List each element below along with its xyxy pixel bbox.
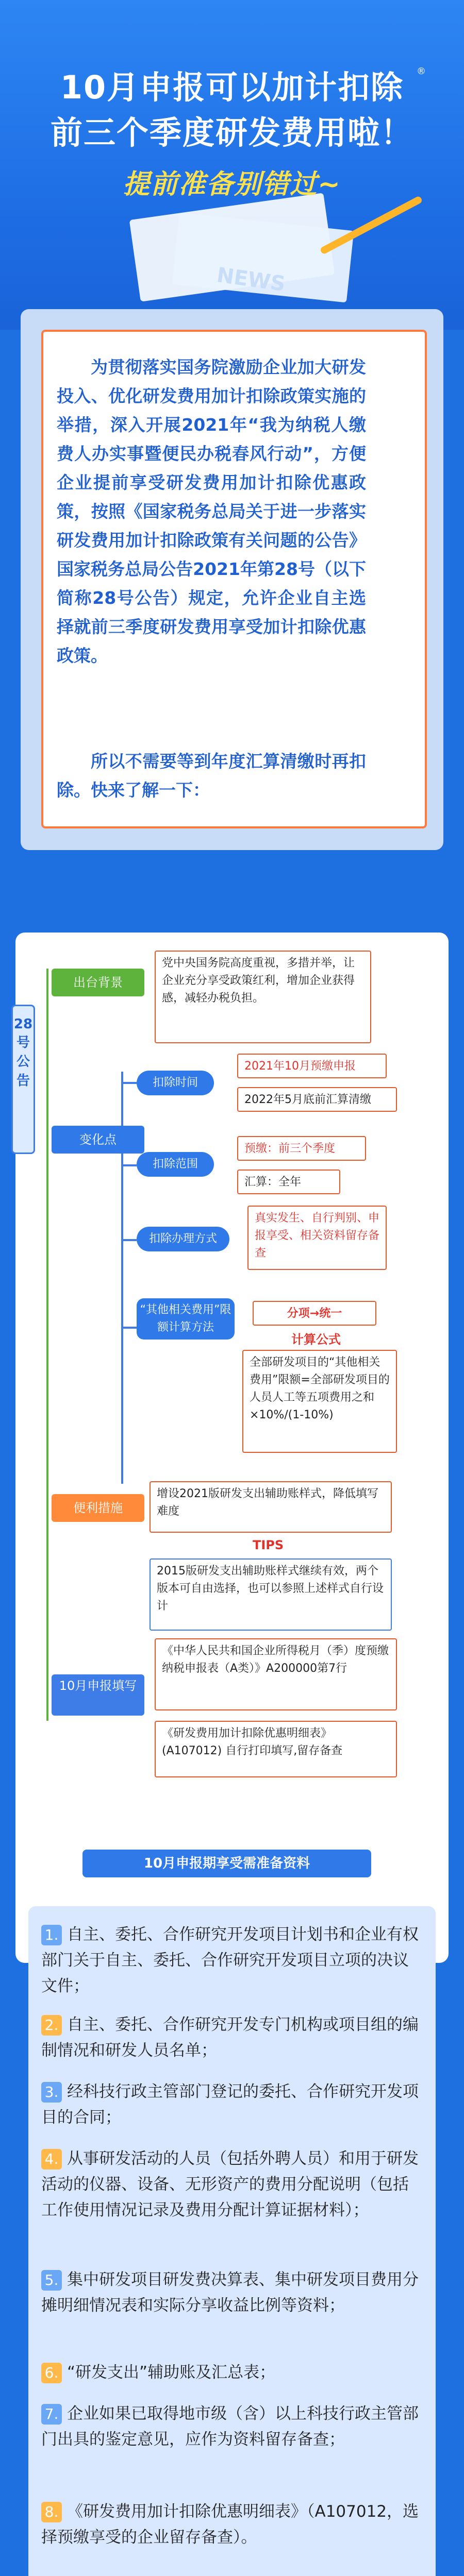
mindmap-root-label: 28号公告 bbox=[11, 1005, 35, 1154]
convenience-text: 增设2021版研发支出辅助账样式，降低填写难度 bbox=[150, 1481, 392, 1533]
branch-october: 10月申报填写 bbox=[52, 1674, 144, 1716]
connector bbox=[121, 1164, 137, 1166]
intro-paragraph-2: 所以不需要等到年度汇算清缴时再扣除。快来了解一下： bbox=[57, 751, 366, 800]
intro-paragraph-1: 为贯彻落实国务院激励企业加大研发投入、优化研发费用加计扣除政策实施的举措，深入开展2021年“我为纳税人缴费人办实事暨便民办税春风行动”，方便企业提前享受研发费用加计扣除优惠政策，按照《国家税务总局关于进一步落实研发费用加计扣除政策有关问题的公告》国家税务总局公告2021年第28号（以下简称28号公告）规定，允许企业自主选择就前三季度研发费用享受加计扣除优惠政策。 bbox=[57, 357, 366, 666]
hero-banner bbox=[0, 0, 464, 330]
item-text: 从事研发活动的人员（包括外聘人员）和用于研发活动的仪器、设备、无形资产的费用分配说明（包括工作使用情况记录及费用分配计算证据材料）； bbox=[41, 2149, 419, 2219]
deduct-time-label: 扣除时间 bbox=[137, 1071, 214, 1095]
connector bbox=[121, 1327, 137, 1329]
intro-card bbox=[21, 309, 443, 850]
item-text: 集中研发项目研发费决算表、集中研发项目费用分摊明细情况表和实际分享收益比例等资料； bbox=[41, 2270, 419, 2315]
formula-title: 计算公式 bbox=[291, 1332, 341, 1347]
list-item bbox=[41, 2401, 423, 2452]
list-item bbox=[41, 2499, 423, 2550]
item-number: 3. bbox=[41, 2082, 62, 2103]
item-number: 4. bbox=[41, 2149, 62, 2170]
materials-list bbox=[28, 1906, 436, 2576]
formula-text: 全部研发项目的“其他相关费用”限额=全部研发项目的人员人工等五项费用之和×10%/(1-10%) bbox=[242, 1350, 397, 1453]
list-item bbox=[41, 2360, 423, 2385]
trunk-line bbox=[46, 969, 48, 1721]
list-item bbox=[41, 2079, 423, 2130]
item-number: 6. bbox=[41, 2363, 62, 2383]
october-item: 《研发费用加计扣除优惠明细表》(A107012) 自行打印填写,留存备查 bbox=[155, 1721, 397, 1777]
deduct-scope-item: 汇算：全年 bbox=[237, 1170, 340, 1194]
method-text: 真实发生、自行判别、申报享受、相关资料留存备查 bbox=[247, 1206, 387, 1270]
background-text: 党中央国务院高度重视，多措并举，让企业充分享受政策红利，增加企业获得感，减轻办税负担。 bbox=[155, 951, 371, 1043]
news-tag: NEWS bbox=[215, 263, 287, 297]
connector bbox=[121, 1239, 137, 1241]
tips-text: 2015版研发支出辅助账样式继续有效，两个版本可自由选择，也可以参照上述样式自行设计 bbox=[150, 1558, 392, 1631]
branch-convenience: 便利措施 bbox=[52, 1494, 144, 1522]
item-text: 企业如果已取得地市级（含）以上科技行政主管部门出具的鉴定意见，应作为资料留存备查； bbox=[41, 2404, 419, 2449]
list-item bbox=[41, 2012, 423, 2063]
tips-title: TIPS bbox=[253, 1538, 284, 1552]
item-text: 经科技行政主管部门登记的委托、合作研究开发项目的合同； bbox=[41, 2082, 419, 2127]
deduct-scope-item: 预缴：前三个季度 bbox=[237, 1136, 366, 1161]
item-number: 7. bbox=[41, 2404, 62, 2425]
other-fee-label: “其他相关费用”限额计算方法 bbox=[137, 1298, 235, 1340]
hero-subtitle: 提前准备别错过~ bbox=[123, 169, 341, 200]
connector bbox=[121, 1082, 137, 1084]
branch-background: 出台背景 bbox=[52, 969, 144, 996]
list-item bbox=[41, 1922, 423, 1999]
item-text: 自主、委托、合作研究开发专门机构或项目组的编制情况和研发人员名单； bbox=[41, 2015, 419, 2060]
hero-title-line1: 10月申报可以加计扣除 bbox=[60, 69, 404, 106]
deduct-time-item: 2022年5月底前汇算清缴 bbox=[237, 1087, 397, 1112]
hero-title-line2: 前三个季度研发费用啦！ bbox=[50, 114, 413, 151]
item-number: 2. bbox=[41, 2015, 62, 2036]
deduct-scope-label: 扣除范围 bbox=[137, 1152, 214, 1177]
item-text: “研发支出”辅助账及汇总表； bbox=[67, 2363, 276, 2382]
item-text: 自主、委托、合作研究开发项目计划书和企业有权部门关于自主、委托、合作研究开发项目立项的决议文件； bbox=[41, 1925, 419, 1995]
item-number: 8. bbox=[41, 2502, 62, 2522]
materials-title: 10月申报期享受需准备资料 bbox=[82, 1850, 371, 1877]
method-label: 扣除办理方式 bbox=[137, 1227, 229, 1251]
branch-changes: 变化点 bbox=[52, 1126, 144, 1154]
list-item bbox=[41, 2146, 423, 2223]
registered-mark: ® bbox=[417, 66, 426, 77]
pen-illustration bbox=[320, 195, 423, 255]
list-item bbox=[41, 2267, 423, 2318]
item-text: 《研发费用加计扣除优惠明细表》（A107012，选择预缴享受的企业留存备查）。 bbox=[41, 2502, 419, 2547]
other-fee-arrow: 分项→统一 bbox=[253, 1301, 376, 1326]
deduct-time-item: 2021年10月预缴申报 bbox=[237, 1054, 387, 1078]
october-item: 《中华人民共和国企业所得税月（季）度预缴纳税申报表（A类）》A200000第7行 bbox=[155, 1638, 397, 1710]
item-number: 5. bbox=[41, 2270, 62, 2291]
item-number: 1. bbox=[41, 1925, 62, 1945]
